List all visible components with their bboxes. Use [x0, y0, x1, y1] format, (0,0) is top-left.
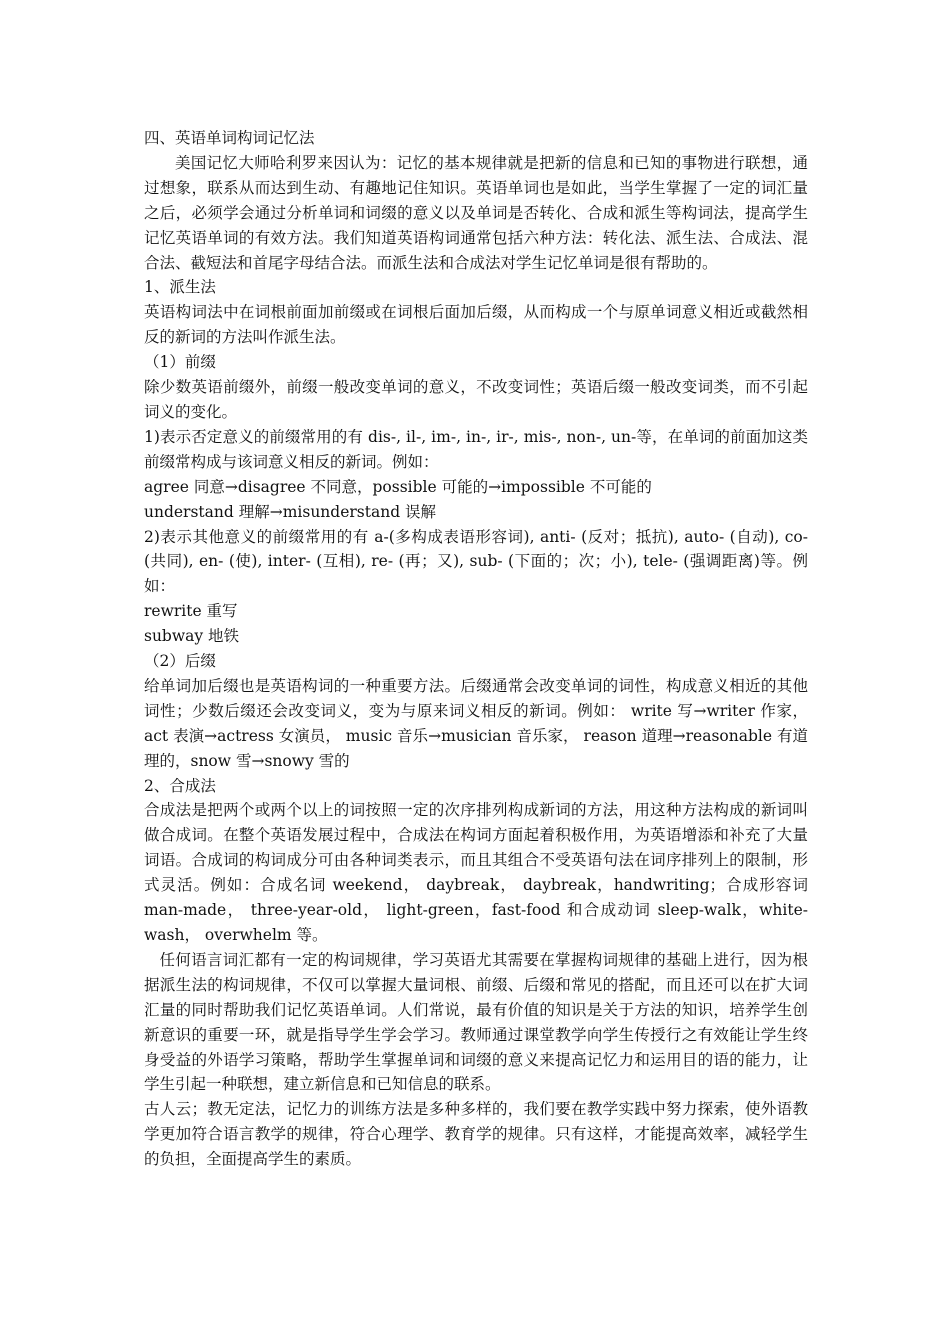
example-line: rewrite 重写 — [144, 602, 238, 621]
prefix-general-paragraph: 除少数英语前缀外，前缀一般改变单词的意义，不改变词性；英语后缀一般改变词类，而不引起词义的变化。 — [144, 378, 808, 421]
document-body — [144, 126, 808, 1172]
conclusion-paragraph: 任何语言词汇都有一定的构词规律，学习英语尤其需要在掌握构词规律的基础上进行，因为根据派生法的构词规律，不仅可以掌握大量词根、前缀、后缀和常见的搭配，而且还可以在扩大词汇量的同时帮助我们记忆英语单词。人们常说，最有价值的知识是关于方法的知识，培养学生创新意识的重要一环，就是指导学生学会学习。教师通过课堂教学向学生传授行之有效能让学生终身受益的外语学习策略，帮助学生掌握单词和词缀的意义来提高记忆力和运用目的语的能力，让学生引起一种联想，建立新信息和已知信息的联系。 — [144, 950, 808, 1094]
prefix-heading: （1）前缀 — [144, 353, 216, 372]
compound-paragraph: 合成法是把两个或两个以上的词按照一定的次序排列构成新词的方法，用这种方法构成的新词叫做合成词。在整个英语发展过程中，合成法在构词方面起着积极作用，为英语增添和补充了大量词语。合成词的构词成分可由各种词类表示，而且其组合不受英语句法在词序排列上的限制，形式灵活。例如：合成名词 weekend， daybreak， daybreak，handwriting；合成形容词 man-made， three-year-old， light-green，fast-food 和合成动词 sleep-walk，white-wash， overwhelm 等。 — [144, 801, 808, 944]
subsection-heading-compound: 2、合成法 — [144, 776, 216, 795]
suffix-heading: （2）后缀 — [144, 652, 216, 671]
example-line: understand 理解→misunderstand 误解 — [144, 502, 437, 521]
example-line: agree 同意→disagree 不同意，possible 可能的→impossible 不可能的 — [144, 477, 652, 496]
closing-paragraph: 古人云；教无定法，记忆力的训练方法是多种多样的，我们要在教学实践中努力探索，使外语教学更加符合语言教学的规律，符合心理学、教育学的规律。只有这样，才能提高效率，减轻学生的负担，全面提高学生的素质。 — [144, 1100, 808, 1169]
other-prefix-paragraph: 2)表示其他意义的前缀常用的有 a-(多构成表语形容词), anti- (反对；抵抗), auto- (自动), co- (共同), en- (使), inter- (互相), re- (再；又), sub- (下面的；次；小), tele- (强调距离)等。例如： — [144, 527, 808, 596]
subsection-heading-derivation: 1、派生法 — [144, 278, 216, 297]
suffix-paragraph: 给单词加后缀也是英语构词的一种重要方法。后缀通常会改变单词的词性，构成意义相近的其他词性；少数后缀还会改变词义，变为与原来词义相反的新词。例如： write 写→writer 作家， act 表演→actress 女演员， music 音乐→musician 音乐家， reason 道理→reasonable 有道理的，snow 雪→snowy 雪的 — [144, 676, 808, 770]
intro-paragraph: 美国记忆大师哈利罗来因认为：记忆的基本规律就是把新的信息和已知的事物进行联想，通过想象，联系从而达到生动、有趣地记住知识。英语单词也是如此，当学生掌握了一定的词汇量之后，必须学会通过分析单词和词缀的意义以及单词是否转化、合成和派生等构词法，提高学生记忆英语单词的有效方法。我们知道英语构词通常包括六种方法：转化法、派生法、合成法、混合法、截短法和首尾字母结合法。而派生法和合成法对学生记忆单词是很有帮助的。 — [144, 153, 808, 272]
example-line: subway 地铁 — [144, 627, 240, 646]
derivation-definition: 英语构词法中在词根前面加前缀或在词根后面加后缀，从而构成一个与原单词意义相近或截然相反的新词的方法叫作派生法。 — [144, 303, 808, 347]
section-heading: 四、英语单词构词记忆法 — [144, 129, 315, 147]
negative-prefix-paragraph: 1)表示否定意义的前缀常用的有 dis-, il-, im-, in-, ir-, mis-, non-, un-等，在单词的前面加这类前缀常构成与该词意义相反的新词。例如： — [144, 427, 808, 471]
